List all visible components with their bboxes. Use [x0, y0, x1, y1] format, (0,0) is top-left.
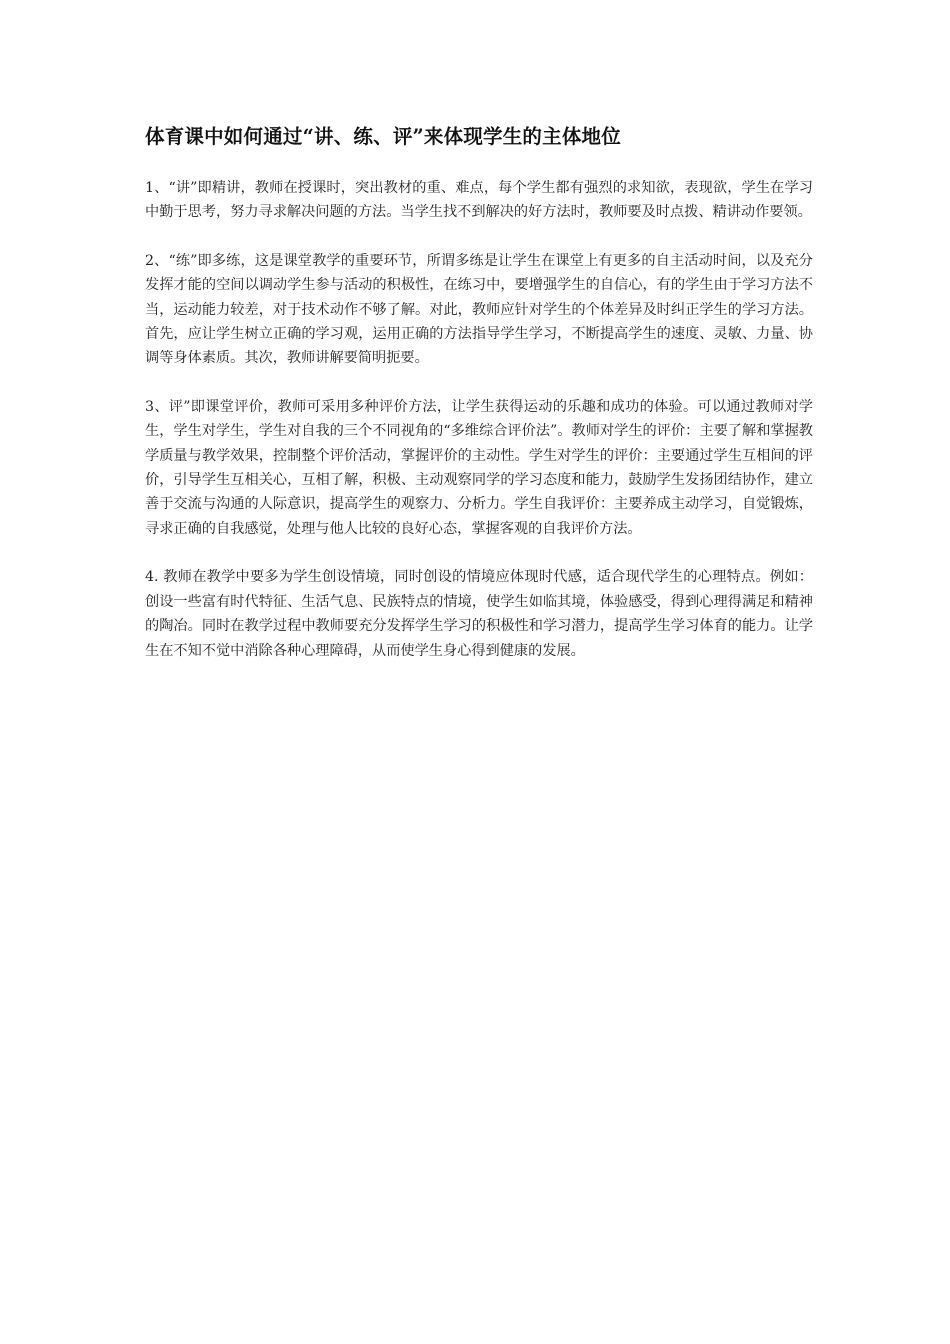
paragraph-1-explain: 1、“讲”即精讲，教师在授课时，突出教材的重、难点，每个学生都有强烈的求知欲，表现欲，学生在学习中勤于思考，努力寻求解决问题的方法。当学生找不到解决的好方法时，教师要及时点拨、精讲动作要领。 — [145, 180, 813, 221]
document-title: 体育课中如何通过“讲、练、评”来体现学生的主体地位 — [145, 125, 621, 148]
document-body — [145, 122, 813, 663]
paragraph-3-evaluate: 3、评”即课堂评价，教师可采用多种评价方法，让学生获得运动的乐趣和成功的体验。可以通过教师对学生，学生对学生，学生对自我的三个不同视角的“多维综合评价法”。教师对学生的评价：主要了解和掌握教学质量与教学效果，控制整个评价活动，掌握评价的主动性。学生对学生的评价：主要通过学生互相间的评价，引导学生互相关心，互相了解，积极、主动观察同学的学习态度和能力，鼓励学生发扬团结协作，建立善于交流与沟通的人际意识，提高学生的观察力、分析力。学生自我评价：主要养成主动学习，自觉锻炼，寻求正确的自我感觉，处理与他人比较的良好心态，掌握客观的自我评价方法。 — [145, 398, 813, 537]
paragraph-4-situation: 4. 教师在教学中要多为学生创设情境，同时创设的情境应体现时代感，适合现代学生的心理特点。例如：创设一些富有时代特征、生活气息、民族特点的情境，使学生如临其境，体验感受，得到心理得满足和精神的陶冶。同时在教学过程中教师要充分发挥学生学习的积极性和学习潜力，提高学生学习体育的能力。让学生在不知不觉中消除各种心理障碍，从而使学生身心得到健康的发展。 — [145, 569, 813, 659]
paragraph-2-practice: 2、“练”即多练，这是课堂教学的重要环节，所谓多练是让学生在课堂上有更多的自主活动时间，以及充分发挥才能的空间以调动学生参与活动的积极性，在练习中，要增强学生的自信心，有的学生由于学习方法不当，运动能力较差，对于技术动作不够了解。对此，教师应针对学生的个体差异及时纠正学生的学习方法。首先，应让学生树立正确的学习观，运用正确的方法指导学生学习，不断提高学生的速度、灵敏、力量、协调等身体素质。其次，教师讲解要简明扼要。 — [145, 252, 813, 367]
